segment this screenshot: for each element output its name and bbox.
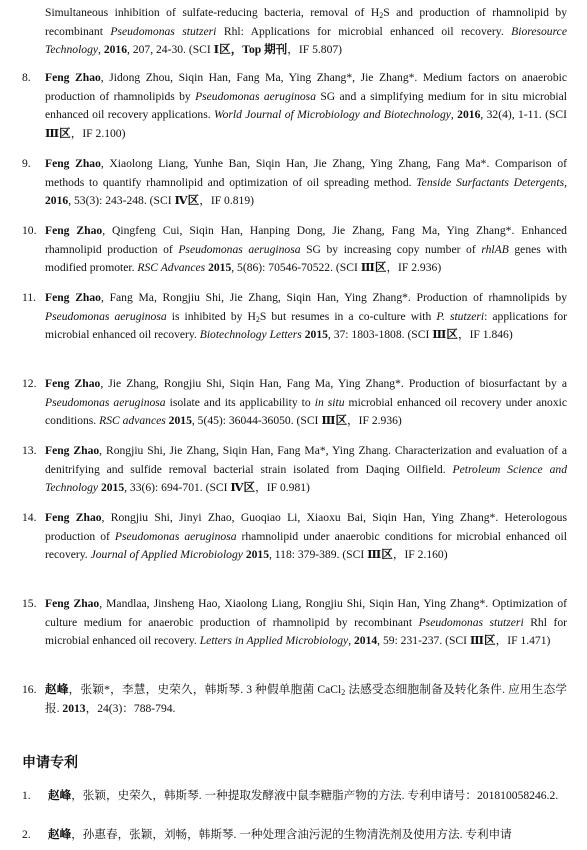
author-name: Feng Zhao bbox=[45, 444, 100, 457]
author-name: Feng Zhao bbox=[45, 377, 101, 390]
reference-7-tail: Simultaneous inhibition of sulfate-reducing bacteria, removal of $H_2S$ and production of rhamnolipid by recombinant Pseudomonas stutzeri Rhl: Applications for microbial enhanced oil recovery. Bioresource Technology, 2016, 207, 24-30. (SCI Ⅰ区，Top 期刊，IF 5.807) bbox=[45, 6, 567, 57]
journal-name: World Journal of Microbiology and Biotechnology bbox=[213, 108, 451, 122]
author-name: 赵峰 bbox=[48, 828, 72, 841]
reference-number: 11. bbox=[22, 291, 37, 304]
author-name: Feng Zhao bbox=[45, 597, 100, 610]
author-name: Feng Zhao bbox=[45, 291, 101, 304]
patent-1: 赵峰，张颖，史荣久，韩斯琴. 一种提取发酵液中鼠李糖脂产物的方法. 专利申请号：201810058246.2. bbox=[48, 789, 559, 802]
journal-name: RSC advances bbox=[99, 414, 166, 428]
reference-number: 9. bbox=[22, 157, 31, 170]
reference-number: 13. bbox=[22, 444, 37, 457]
reference-8: Feng Zhao, Jidong Zhou, Siqin Han, Fang Ma, Ying Zhang*, Jie Zhang*. Medium factors on anaerobic production of rhamnolipids by Pseudomonas aeruginosa SG and a simplifying medium for in situ microbial enhanced oil recovery applications. World Journal of Microbiology and Biotechnology, 2016, 32(4), 1-11. (SCI Ⅲ区，IF 2.100) bbox=[45, 71, 568, 140]
patent-number: 1. bbox=[22, 789, 31, 802]
reference-number: 8. bbox=[22, 71, 31, 84]
reference-9: Feng Zhao, Xiaolong Liang, Yunhe Ban, Siqin Han, Jie Zhang, Ying Zhang, Fang Ma*. Comparison of methods to quantify rhamnolipid and optimization of oil spreading method. Tenside Surfactants Detergents, 2016, 53(3): 243-248. (SCI Ⅳ区，IF 0.819) bbox=[45, 157, 567, 208]
reference-number: 12. bbox=[22, 377, 37, 390]
author-name: Feng Zhao bbox=[45, 511, 102, 524]
reference-number: 15. bbox=[22, 597, 37, 610]
author-name: Feng Zhao bbox=[45, 71, 101, 84]
journal-name: Tenside Surfactants Detergents bbox=[416, 175, 565, 189]
reference-15: Feng Zhao, Mandlaa, Jinsheng Hao, Xiaolong Liang, Rongjiu Shi, Siqin Han, Ying Zhang*. Optimization of culture medium for anaerobic production of rhamnolipid by recombinant Pseudomonas stutzeri Rhl for microbial enhanced oil recovery. Letters in Applied Microbiology, 2014, 59: 231-237. (SCI Ⅲ区，IF 1.471) bbox=[45, 597, 567, 648]
patent-2: 赵峰，孙惠春，张颖，刘畅，韩斯琴. 一种处理含油污泥的生物清洗剂及使用方法. 专利申请 bbox=[48, 828, 512, 841]
reference-13: Feng Zhao, Rongjiu Shi, Jie Zhang, Siqin Han, Fang Ma*, Ying Zhang. Characterization and evaluation of a denitrifying and sulfide removal bacterial strain isolated from Daqing Oilfield. Petroleum Science and Technology 2015, 33(6): 694-701. (SCI Ⅳ区，IF 0.981) bbox=[45, 444, 567, 495]
author-name: Feng Zhao bbox=[45, 224, 103, 237]
author-name: 赵峰 bbox=[45, 683, 69, 696]
reference-14: Feng Zhao, Rongjiu Shi, Jinyi Zhao, Guoqiao Li, Xiaoxu Bai, Siqin Han, Ying Zhang*. Heterologous production of Pseudomonas aeruginosa rhamnolipid under anaerobic conditions for microbial enhanced oil recovery. Journal of Applied Microbiology 2015, 118: 379-389. (SCI Ⅲ区，IF 2.160) bbox=[45, 511, 567, 562]
journal-name: Biotechnology Letters bbox=[199, 328, 302, 342]
section-heading-patents: 申请专利 bbox=[22, 756, 78, 771]
patent-number: 2. bbox=[22, 828, 31, 841]
journal-name: Petroleum Science and Technology bbox=[45, 462, 567, 495]
reference-11: Feng Zhao, Fang Ma, Rongjiu Shi, Jie Zhang, Siqin Han, Ying Zhang*. Production of rhamnolipids by Pseudomonas aeruginosa is inhibited by $H_2S$ but resumes in a co-culture with P. stutzeri: applications for microbial enhanced oil recovery. Biotechnology Letters 2015, 37: 1803-1808. (SCI Ⅲ区，IF 1.846) bbox=[45, 291, 567, 342]
reference-16: 赵峰，张颖*，李慧，史荣久，韩斯琴. 3 种假单胞菌 CaCl$_2$ 法感受态细胞制备及转化条件. 应用生态学报. 2013，24(3)：788-794. bbox=[45, 683, 567, 715]
reference-number: 14. bbox=[22, 511, 37, 524]
author-name: 赵峰 bbox=[48, 789, 72, 802]
reference-number: 10. bbox=[22, 224, 37, 237]
journal-name: Letters in Applied Microbiology bbox=[199, 634, 349, 648]
reference-10: Feng Zhao, Qingfeng Cui, Siqin Han, Hanping Dong, Jie Zhang, Fang Ma, Ying Zhang*. Enhanced rhamnolipid production of Pseudomonas aeruginosa SG by increasing copy number of rhlAB genes with modified promoter. RSC Advances 2015, 5(86): 70546-70522. (SCI Ⅲ区，IF 2.936) bbox=[45, 224, 567, 275]
author-name: Feng Zhao bbox=[45, 157, 101, 170]
journal-name: Bioresource Technology bbox=[45, 24, 567, 57]
journal-name: RSC Advances bbox=[137, 261, 206, 275]
reference-number: 16. bbox=[22, 683, 37, 696]
reference-12: Feng Zhao, Jie Zhang, Rongjiu Shi, Siqin Han, Fang Ma, Ying Zhang*. Production of biosurfactant by a Pseudomonas aeruginosa isolate and its applicability to in situ microbial enhanced oil recovery under anoxic conditions. RSC advances 2015, 5(45): 36044-36050. (SCI Ⅲ区，IF 2.936) bbox=[45, 377, 567, 428]
journal-name: Journal of Applied Microbiology bbox=[90, 548, 243, 562]
